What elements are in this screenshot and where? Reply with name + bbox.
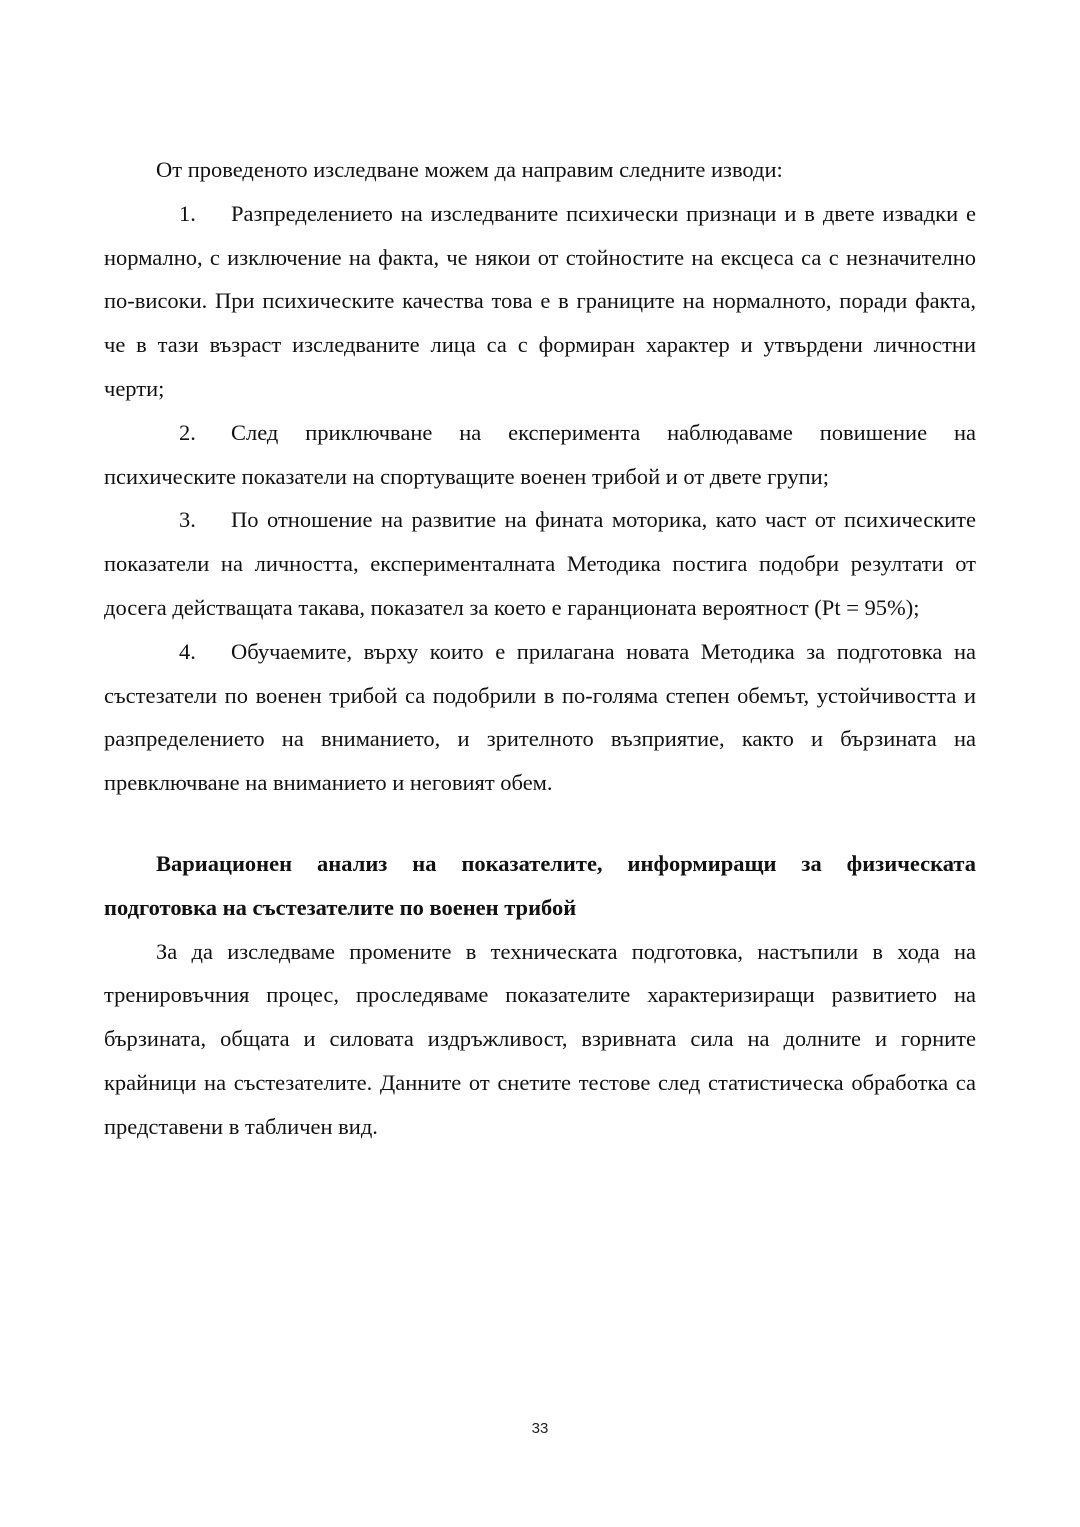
conclusion-number: 1.	[179, 200, 196, 226]
page-number: 33	[531, 1420, 549, 1437]
conclusion-number: 2.	[179, 419, 196, 445]
conclusion-text: След приключване на експеримента наблюдаваме повишение на психическите показатели на спортуващите военен трибой и от двете групи;	[104, 419, 976, 489]
conclusion-number: 3.	[179, 507, 196, 533]
conclusion-number: 4.	[179, 638, 196, 664]
conclusion-item-4	[104, 630, 976, 805]
conclusion-text: Разпределението на изследваните психически признаци и в двете извадки е нормално, с изключение на факта, че някои от стойностите на ексцеса са с незначително по-високи. При психическите качества това е в границите на нормалното, поради факта, че в тази възраст изследваните лица са с формиран характер и утвърдени личностни черти;	[104, 200, 976, 401]
section-paragraph: За да изследваме промените в техническата подготовка, настъпили в хода на тренировъчния процес, проследяваме показателите характеризиращи развитието на бързината, общата и силовата издръжливост, взривната сила на долните и горните крайници на състезателите. Данните от снетите тестове след статистическа обработка са представени в табличен вид.	[104, 938, 976, 1139]
conclusion-item-1	[104, 192, 976, 411]
conclusion-item-3	[104, 498, 976, 629]
conclusion-text: По отношение на развитие на фината моторика, като част от психическите показатели на личността, експерименталната Методика постига подобри резултати от досега действащата такава, показател за което е гаранционата вероятност (Pt = 95%);	[104, 507, 976, 620]
conclusion-item-2	[104, 411, 976, 499]
section-heading: Вариационен анализ на показателите, информиращи за физическата подготовка на състезателите по военен трибой	[104, 850, 976, 920]
conclusion-text: Обучаемите, върху които е прилагана новата Методика за подготовка на състезатели по военен трибой са подобрили в по-голяма степен обемът, устойчивостта и разпределението на вниманието, и зрителното възприятие, както и бързината на превключване на вниманието и неговият обем.	[104, 638, 976, 796]
page-content	[104, 148, 976, 1149]
intro-paragraph: От проведеното изследване можем да направим следните изводи:	[156, 157, 783, 182]
